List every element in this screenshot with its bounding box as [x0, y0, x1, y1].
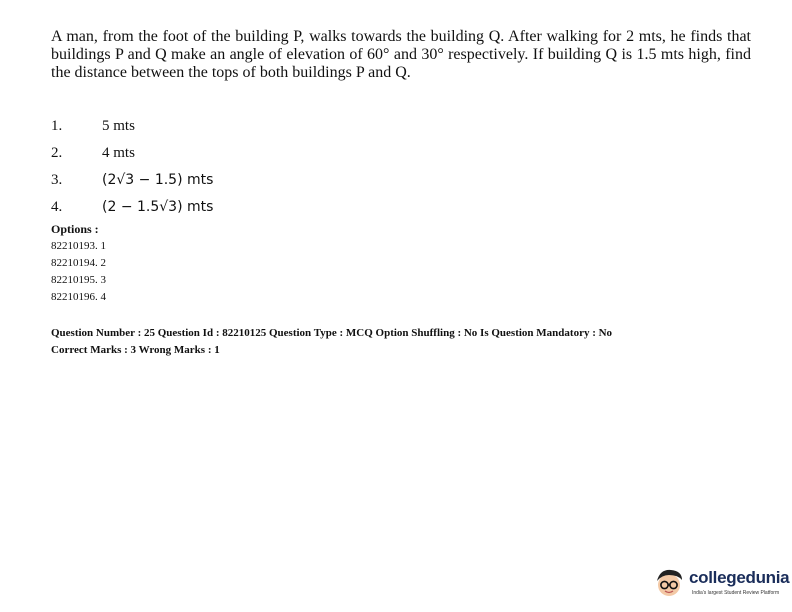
option-id: 82210195. 3 — [51, 274, 106, 286]
choice-1 — [51, 118, 451, 145]
options-heading: Options : — [51, 222, 99, 236]
option-id: 82210193. 1 — [51, 240, 106, 252]
choice-number: 1. — [51, 118, 63, 134]
collegedunia-logo — [652, 566, 790, 602]
answer-choices — [51, 118, 451, 226]
choice-3 — [51, 172, 451, 199]
choice-number: 3. — [51, 172, 63, 188]
student-face-icon — [652, 566, 686, 600]
option-id: 82210194. 2 — [51, 257, 106, 269]
logo-wordmark: collegedunia — [689, 568, 790, 587]
logo-tagline: India's largest Student Review Platform — [692, 590, 780, 596]
marks-line: Correct Marks : 3 Wrong Marks : 1 — [51, 344, 220, 356]
choice-4 — [51, 199, 451, 226]
choice-text: (2√3 − 1.5) mts — [102, 172, 214, 188]
question-text: A man, from the foot of the building P, walks towards the building Q. After walking for 2 mts, he finds that buildings P and Q make an angle of elevation of 60° and 30° respectively. If building Q is 1.5 mts high, find the distance between the tops of both buildings P and Q. — [51, 28, 751, 81]
question-meta — [51, 325, 612, 359]
option-id: 82210196. 4 — [51, 291, 106, 303]
choice-text: 4 mts — [102, 145, 135, 161]
choice-2 — [51, 145, 451, 172]
choice-text: (2 − 1.5√3) mts — [102, 199, 214, 215]
question-meta-line: Question Number : 25 Question Id : 82210125 Question Type : MCQ Option Shuffling : No Is Question Mandatory : No — [51, 327, 613, 339]
choice-number: 4. — [51, 199, 63, 215]
choice-number: 2. — [51, 145, 63, 161]
option-id-list — [51, 238, 106, 306]
choice-text: 5 mts — [102, 118, 135, 134]
